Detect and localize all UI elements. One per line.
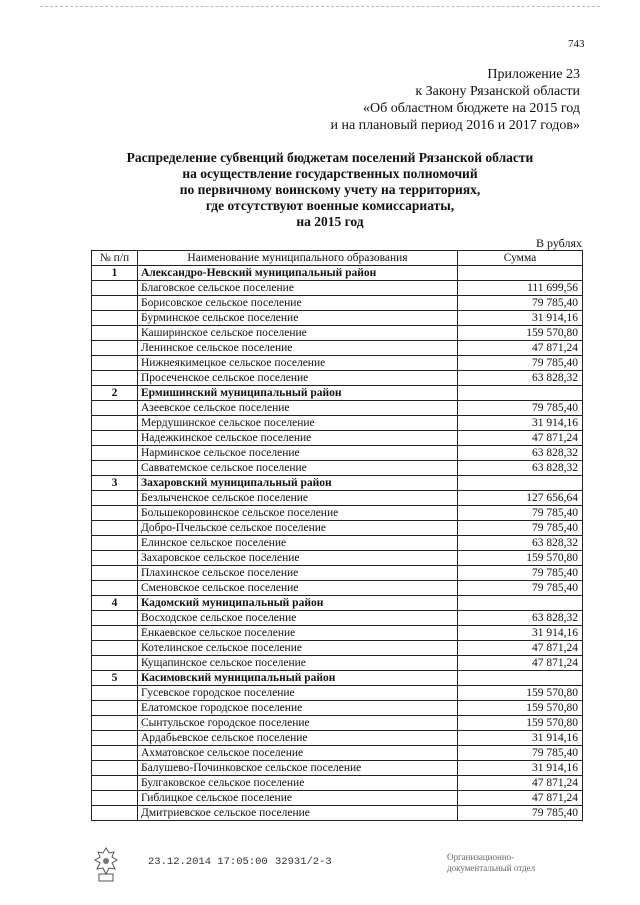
- title-line: на 2015 год: [296, 214, 364, 229]
- row-number: [92, 746, 138, 761]
- settlement-name: Енкаевское сельское поселение: [138, 626, 458, 641]
- district-name: Кадомский муниципальный район: [138, 596, 458, 611]
- settlement-name: Борисовское сельское поселение: [138, 296, 458, 311]
- footer-stamp: [447, 852, 535, 874]
- settlement-name: Просеченское сельское поселение: [138, 371, 458, 386]
- table-row: [92, 611, 583, 626]
- amount: 31 914,16: [458, 311, 583, 326]
- settlement-name: Сынтульское городское поселение: [138, 716, 458, 731]
- district-name: Касимовский муниципальный район: [138, 671, 458, 686]
- table-row: [92, 356, 583, 371]
- title-line: по первичному воинскому учету на территориях,: [179, 182, 481, 197]
- row-number: 2: [92, 386, 138, 401]
- row-number: [92, 761, 138, 776]
- amount: 47 871,24: [458, 791, 583, 806]
- header-amount: Сумма: [458, 251, 583, 266]
- amount: 111 699,56: [458, 281, 583, 296]
- amount: 31 914,16: [458, 416, 583, 431]
- table-row: [92, 416, 583, 431]
- settlement-name: Каширинское сельское поселение: [138, 326, 458, 341]
- row-number: [92, 731, 138, 746]
- row-number: [92, 446, 138, 461]
- row-number: [92, 341, 138, 356]
- settlement-name: Балушево-Починковское сельское поселение: [138, 761, 458, 776]
- table-row: [92, 716, 583, 731]
- table-row: [92, 626, 583, 641]
- row-number: [92, 791, 138, 806]
- amount: 79 785,40: [458, 566, 583, 581]
- settlement-name: Безлыченское сельское поселение: [138, 491, 458, 506]
- amount: 47 871,24: [458, 656, 583, 671]
- amount: 63 828,32: [458, 461, 583, 476]
- settlement-name: Савватемское сельское поселение: [138, 461, 458, 476]
- table-row: [92, 791, 583, 806]
- footer-stamp-line: документальный отдел: [447, 863, 536, 873]
- row-number: [92, 431, 138, 446]
- amount: 79 785,40: [458, 806, 583, 821]
- subsidy-table: [91, 250, 583, 821]
- footer-stamp-line: Организационно-: [447, 852, 515, 862]
- footer-doc-code: 32931/2-3: [275, 856, 332, 868]
- document-title: [80, 150, 580, 230]
- amount: 159 570,80: [458, 716, 583, 731]
- amount: [458, 386, 583, 401]
- settlement-name: Ленинское сельское поселение: [138, 341, 458, 356]
- row-number: 1: [92, 266, 138, 281]
- amount: 31 914,16: [458, 626, 583, 641]
- settlement-name: Нарминское сельское поселение: [138, 446, 458, 461]
- row-number: [92, 581, 138, 596]
- row-number: [92, 611, 138, 626]
- appendix-line: «Об областном бюджете на 2015 год: [363, 101, 580, 116]
- amount: 63 828,32: [458, 446, 583, 461]
- row-number: [92, 401, 138, 416]
- row-number: 3: [92, 476, 138, 491]
- page-number: 743: [568, 38, 585, 50]
- row-number: [92, 296, 138, 311]
- amount: 31 914,16: [458, 731, 583, 746]
- table-row: [92, 566, 583, 581]
- settlement-name: Плахинское сельское поселение: [138, 566, 458, 581]
- table-row: [92, 506, 583, 521]
- table-row: [92, 536, 583, 551]
- settlement-name: Булгаковское сельское поселение: [138, 776, 458, 791]
- row-number: [92, 506, 138, 521]
- table-row: [92, 686, 583, 701]
- amount: 127 656,64: [458, 491, 583, 506]
- amount: 159 570,80: [458, 686, 583, 701]
- settlement-name: Ардабьевское сельское поселение: [138, 731, 458, 746]
- row-number: [92, 536, 138, 551]
- row-number: [92, 326, 138, 341]
- table-row: [92, 371, 583, 386]
- table-row: [92, 326, 583, 341]
- amount: 159 570,80: [458, 701, 583, 716]
- row-number: [92, 491, 138, 506]
- amount: 159 570,80: [458, 551, 583, 566]
- district-name: Александро-Невский муниципальный район: [138, 266, 458, 281]
- table-row: [92, 296, 583, 311]
- row-number: [92, 701, 138, 716]
- table-row: [92, 581, 583, 596]
- settlement-name: Сменовское сельское поселение: [138, 581, 458, 596]
- appendix-line: Приложение 23: [487, 67, 580, 82]
- district-row: [92, 476, 583, 491]
- row-number: [92, 566, 138, 581]
- scan-top-edge: [40, 6, 600, 8]
- table-row: [92, 761, 583, 776]
- table-row: [92, 281, 583, 296]
- table-row: [92, 401, 583, 416]
- amount: 31 914,16: [458, 761, 583, 776]
- header-name: Наименование муниципального образования: [138, 251, 458, 266]
- settlement-name: Бурминское сельское поселение: [138, 311, 458, 326]
- appendix-line: и на плановый период 2016 и 2017 годов»: [330, 118, 580, 133]
- amount: 79 785,40: [458, 356, 583, 371]
- amount: 79 785,40: [458, 521, 583, 536]
- amount: 159 570,80: [458, 326, 583, 341]
- amount: 79 785,40: [458, 401, 583, 416]
- table-row: [92, 446, 583, 461]
- footer-timestamp: 23.12.2014 17:05:00: [148, 856, 268, 868]
- table-row: [92, 431, 583, 446]
- appendix-header: [200, 66, 580, 134]
- row-number: [92, 776, 138, 791]
- row-number: [92, 716, 138, 731]
- amount: [458, 671, 583, 686]
- settlement-name: Большекоровинское сельское поселение: [138, 506, 458, 521]
- row-number: [92, 311, 138, 326]
- header-number: № п/п: [92, 251, 138, 266]
- settlement-name: Ахматовское сельское поселение: [138, 746, 458, 761]
- row-number: [92, 641, 138, 656]
- district-name: Ермишинский муниципальный район: [138, 386, 458, 401]
- table-body: [92, 266, 583, 821]
- amount: 63 828,32: [458, 536, 583, 551]
- row-number: [92, 551, 138, 566]
- settlement-name: Дмитриевское сельское поселение: [138, 806, 458, 821]
- amount: 79 785,40: [458, 581, 583, 596]
- table-row: [92, 551, 583, 566]
- district-row: [92, 596, 583, 611]
- amount: [458, 476, 583, 491]
- table-row: [92, 491, 583, 506]
- settlement-name: Добро-Пчельское сельское поселение: [138, 521, 458, 536]
- settlement-name: Захаровское сельское поселение: [138, 551, 458, 566]
- amount: 47 871,24: [458, 776, 583, 791]
- row-number: [92, 416, 138, 431]
- title-line: на осуществление государственных полномочий: [182, 166, 478, 181]
- table-row: [92, 656, 583, 671]
- amount: 79 785,40: [458, 506, 583, 521]
- district-row: [92, 386, 583, 401]
- row-number: [92, 656, 138, 671]
- row-number: [92, 356, 138, 371]
- settlement-name: Азеевское сельское поселение: [138, 401, 458, 416]
- amount: 79 785,40: [458, 296, 583, 311]
- row-number: [92, 461, 138, 476]
- settlement-name: Кущапинское сельское поселение: [138, 656, 458, 671]
- table-row: [92, 776, 583, 791]
- row-number: 4: [92, 596, 138, 611]
- amount: 47 871,24: [458, 641, 583, 656]
- amount: 47 871,24: [458, 341, 583, 356]
- row-number: [92, 806, 138, 821]
- row-number: [92, 371, 138, 386]
- settlement-name: Елатомское городское поселение: [138, 701, 458, 716]
- district-name: Захаровский муниципальный район: [138, 476, 458, 491]
- amount: 63 828,32: [458, 611, 583, 626]
- table-row: [92, 521, 583, 536]
- table-row: [92, 731, 583, 746]
- title-line: Распределение субвенций бюджетам поселений Рязанской области: [126, 150, 534, 165]
- amount: 63 828,32: [458, 371, 583, 386]
- table-row: [92, 461, 583, 476]
- amount: 79 785,40: [458, 746, 583, 761]
- table-row: [92, 311, 583, 326]
- table-row: [92, 746, 583, 761]
- units-label: В рублях: [535, 236, 582, 250]
- appendix-line: к Закону Рязанской области: [415, 84, 580, 99]
- row-number: 5: [92, 671, 138, 686]
- amount: [458, 266, 583, 281]
- coat-of-arms-icon: [92, 846, 120, 884]
- amount: [458, 596, 583, 611]
- row-number: [92, 281, 138, 296]
- settlement-name: Нижнеякимецкое сельское поселение: [138, 356, 458, 371]
- row-number: [92, 521, 138, 536]
- row-number: [92, 686, 138, 701]
- settlement-name: Восходское сельское поселение: [138, 611, 458, 626]
- row-number: [92, 626, 138, 641]
- settlement-name: Гиблицкое сельское поселение: [138, 791, 458, 806]
- table-row: [92, 806, 583, 821]
- settlement-name: Елинское сельское поселение: [138, 536, 458, 551]
- table-row: [92, 341, 583, 356]
- district-row: [92, 671, 583, 686]
- table-header-row: [92, 251, 583, 266]
- settlement-name: Котелинское сельское поселение: [138, 641, 458, 656]
- settlement-name: Благовское сельское поселение: [138, 281, 458, 296]
- settlement-name: Надежкинское сельское поселение: [138, 431, 458, 446]
- table-row: [92, 701, 583, 716]
- amount: 47 871,24: [458, 431, 583, 446]
- title-line: где отсутствуют военные комиссариаты,: [205, 198, 455, 213]
- district-row: [92, 266, 583, 281]
- settlement-name: Мердушинское сельское поселение: [138, 416, 458, 431]
- settlement-name: Гусевское городское поселение: [138, 686, 458, 701]
- table-row: [92, 641, 583, 656]
